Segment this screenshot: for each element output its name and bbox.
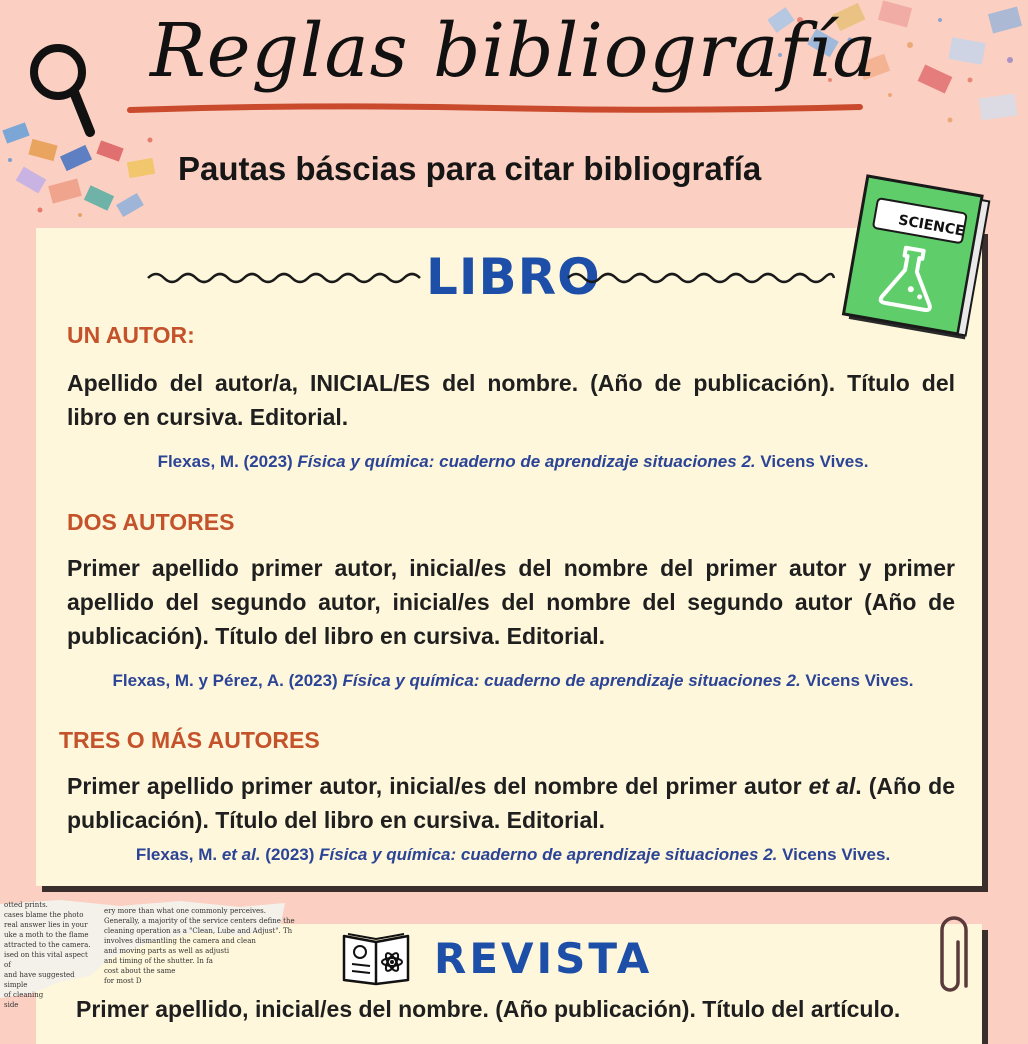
section-label-tres-autores: TRES O MÁS AUTORES (59, 727, 320, 753)
newspaper-left-column: otted prints. cases blame the photo real answer lies in your uke a moth to the flame attracted to the camera. ised on this vital aspect of and have suggested simple of cleaning side (4, 901, 91, 1009)
magnifying-glass-icon (28, 40, 100, 140)
rule-dos-autores: Primer apellido primer autor, inicial/es del nombre del primer autor y primer apellido del segundo autor, inicial/es del nombre del segundo autor (Año de publicación). Título del libro en cursiva. Editorial. (67, 555, 955, 649)
page-subtitle: Pautas báscias para citar bibliografía (178, 150, 762, 187)
paperclip-icon (936, 912, 972, 1000)
wave-divider-right (568, 268, 834, 288)
science-book-icon (838, 172, 998, 347)
newspaper-right-column: ery more than what one commonly perceives. Generally, a majority of the service centers define the cleaning operation as a "Clean, Lube and Adjust". Th involves dismantling the camera and clean and moving parts as well as adjusti and timing of the shutter. In fa cost about the same for most D (104, 907, 295, 985)
example-un-autor: Flexas, M. (2023) Física y química: cuaderno de aprendizaje situaciones 2. Vicens Vives. (157, 452, 869, 471)
rule-un-autor: Apellido del autor/a, INICIAL/ES del nombre. (Año de publicación). Título del libro en cursiva. Editorial. (67, 370, 955, 430)
section-label-dos-autores: DOS AUTORES (67, 509, 235, 535)
revista-heading: REVISTA (434, 934, 653, 983)
example-tres-autores: Flexas, M. et al. (2023) Física y química: cuaderno de aprendizaje situaciones 2. Vicens Vives. (135, 845, 891, 864)
example-dos-autores: Flexas, M. y Pérez, A. (2023) Física y química: cuaderno de aprendizaje situaciones 2. Vicens Vives. (112, 671, 914, 690)
title-underline (130, 102, 860, 116)
page-title: Reglas bibliografía (150, 8, 878, 94)
rule-revista: Primer apellido, inicial/es del nombre. (Año publicación). Título del artículo. (76, 996, 901, 1022)
wave-divider-left (148, 268, 420, 288)
libro-heading: LIBRO (426, 248, 601, 306)
newspaper-clipping (0, 898, 295, 1009)
science-book-label: SCIENCE (897, 212, 966, 240)
section-label-un-autor: UN AUTOR: (67, 322, 195, 348)
rule-tres-autores: Primer apellido primer autor, inicial/es del nombre del primer autor et al. (Año de publicación). Título del libro en cursiva. Editorial. (67, 773, 955, 833)
open-book-icon (340, 926, 412, 988)
